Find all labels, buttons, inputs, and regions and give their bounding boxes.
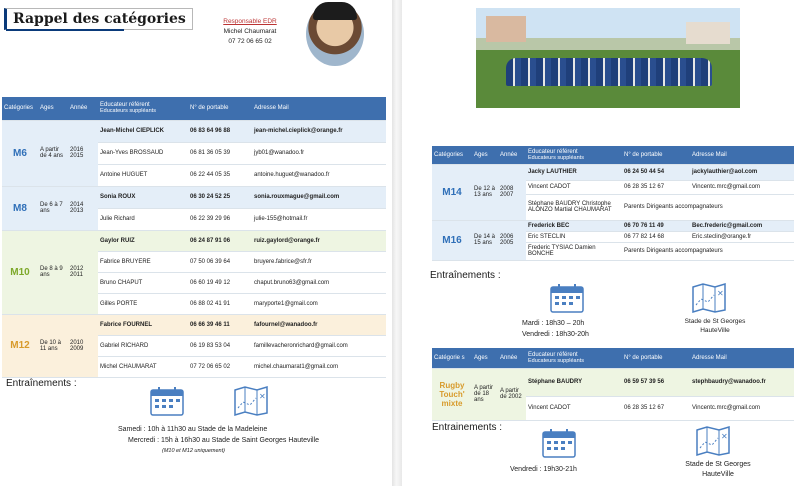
page-gutter — [392, 0, 402, 486]
header-mail: Adresse Mail — [690, 146, 794, 164]
educ-name: Julie Richard — [98, 208, 188, 230]
educ-mail[interactable]: chaput.bruno63@gmail.com — [252, 272, 386, 293]
educ-phone: 07 72 06 65 02 — [188, 356, 252, 377]
educ-mail[interactable]: famillevacheronrichard@gmail.com — [252, 335, 386, 356]
cat-m16: M16 — [432, 220, 472, 260]
educ-name: Jean-Yves BROSSAUD — [98, 142, 188, 164]
annee-m16: 2006 2005 — [498, 220, 526, 260]
educ-mail[interactable]: Eric.steclin@orange.fr — [690, 231, 794, 242]
educ-name: Vincent CADOT — [526, 180, 622, 194]
educ-mail[interactable]: antoine.huguet@wanadoo.fr — [252, 164, 386, 186]
cat-m14: M14 — [432, 164, 472, 220]
educ-name: Gabriel RICHARD — [98, 335, 188, 356]
educ-mail[interactable]: maryporte1@gmail.com — [252, 293, 386, 314]
educ-name: Vincent CADOT — [526, 396, 622, 420]
parents-names: Stéphane BAUDRY Christophe ALONZO Martial CHAUMARAT — [526, 194, 622, 220]
map-icon — [234, 386, 268, 416]
training-line-right-2: Vendredi : 19h30-21h — [510, 466, 577, 473]
ages-rugby-touch: A partir de 18 ans — [472, 368, 498, 420]
annee-m10: 2012 2011 — [68, 230, 98, 314]
educ-name: Fabrice FOURNEL — [98, 314, 188, 335]
page-title: Rappel des catégories — [13, 11, 186, 27]
educ-phone: 06 28 35 12 67 — [622, 396, 690, 420]
training-title-right-2: Entrainements : — [432, 422, 503, 433]
educ-name: Jean-Michel CIEPLICK — [98, 120, 188, 142]
stade-label-2: Stade de St Georges HauteVille — [685, 461, 751, 478]
header-categories: Catégories — [432, 146, 472, 164]
educ-phone: 06 83 64 96 88 — [188, 120, 252, 142]
header-mail: Adresse Mail — [690, 348, 794, 368]
ages-m14: De 12 à 13 ans — [472, 164, 498, 220]
header-categories: Catégories — [2, 97, 38, 120]
parents-label: Parents Dirigeants accompagnateurs — [622, 194, 794, 220]
ages-m8: De 6 à 7 ans — [38, 186, 68, 230]
categories-table-right — [432, 146, 794, 261]
header-ages: Ages — [472, 348, 498, 368]
header-educ-sub: Educateurs suppléants — [528, 357, 584, 364]
training-line-2: Mercredi : 15h à 16h30 au Stade de Saint Georges Hauteville — [128, 437, 320, 444]
training-line-2: Vendredi : 18h30-20h — [522, 331, 589, 338]
svg-text:✕: ✕ — [259, 392, 266, 401]
training-title-left: Entraînements : — [6, 378, 77, 389]
educ-name: Fabrice BRUYERE — [98, 251, 188, 272]
ages-m6: A partir de 4 ans — [38, 120, 68, 186]
ages-m10: De 8 à 9 ans — [38, 230, 68, 314]
table-row — [2, 314, 386, 335]
educ-phone: 06 70 76 11 49 — [622, 220, 690, 231]
table-row — [2, 120, 386, 142]
educ-phone: 06 66 39 46 11 — [188, 314, 252, 335]
left-page — [0, 0, 392, 486]
educ-mail[interactable]: stephbaudry@wanadoo.fr — [690, 368, 794, 396]
responsable-phone: 07 72 06 65 02 — [228, 38, 272, 45]
header-ages: Ages — [38, 97, 68, 120]
educ-phone: 06 60 19 49 12 — [188, 272, 252, 293]
title-underline — [6, 29, 124, 31]
annee-m6: 2016 2015 — [68, 120, 98, 186]
training-schedule-right-1 — [522, 318, 632, 340]
educ-mail[interactable]: bruyere.fabrice@sfr.fr — [252, 251, 386, 272]
educ-phone: 06 28 35 12 67 — [622, 180, 690, 194]
photo-building — [686, 22, 730, 44]
title-box — [4, 8, 193, 30]
table-row — [2, 230, 386, 251]
educ-phone: 06 81 36 05 39 — [188, 142, 252, 164]
header-phone: N° de portable — [188, 97, 252, 120]
calendar-icon — [150, 386, 184, 416]
educ-phone: 07 50 06 39 64 — [188, 251, 252, 272]
ages-m12: De 10 à 11 ans — [38, 314, 68, 377]
rugby-touch-table — [432, 348, 794, 421]
table-row — [432, 368, 794, 396]
training-note: (M10 et M12 uniquement) — [162, 448, 225, 454]
stade-label-1: Stade de St Georges HauteVille — [684, 318, 746, 334]
header-phone: N° de portable — [622, 348, 690, 368]
header-phone: N° de portable — [622, 146, 690, 164]
header-educ-sub: Educateurs suppléants — [100, 108, 156, 115]
parents-label: Parents Dirigeants accompagnateurs — [622, 242, 794, 260]
photo-building — [486, 16, 526, 42]
cat-m12: M12 — [2, 314, 38, 377]
annee-m12: 2010 2009 — [68, 314, 98, 377]
responsable-title: Responsable EDR — [223, 18, 277, 25]
header-educ-main: Educateur référent — [528, 148, 578, 155]
training-line-1: Mardi : 18h30 – 20h — [522, 320, 585, 327]
educ-phone: 06 77 82 14 68 — [622, 231, 690, 242]
annee-m8: 2014 2013 — [68, 186, 98, 230]
educ-name: Stéphane BAUDRY — [526, 368, 622, 396]
educ-name: Bruno CHAPUT — [98, 272, 188, 293]
annee-rugby-touch: A partir de 2002 — [498, 368, 526, 420]
header-annee: Année — [498, 348, 526, 368]
header-educ-main: Educateur référent — [100, 102, 150, 109]
cat-m8: M8 — [2, 186, 38, 230]
educ-phone: 06 24 50 44 54 — [622, 164, 690, 180]
educ-mail[interactable]: Bec.frederic@gmail.com — [690, 220, 794, 231]
training-title-right-1: Entraînements : — [430, 270, 501, 281]
training-schedule-left — [118, 424, 358, 457]
header-educ-sub: Educateurs suppléants — [528, 154, 584, 161]
header-mail: Adresse Mail — [252, 97, 386, 120]
table-row — [2, 186, 386, 208]
categories-table-left — [2, 97, 386, 378]
annee-m14: 2008 2007 — [498, 164, 526, 220]
header-educ-main: Educateur référent — [528, 351, 578, 358]
educ-name: Gilles PORTE — [98, 293, 188, 314]
educ-name: Frederick BEC — [526, 220, 622, 231]
training-line-1: Samedi : 10h à 11h30 au Stade de la Madeleine — [118, 426, 268, 433]
educ-phone: 06 19 83 53 04 — [188, 335, 252, 356]
educ-name: Gaylor RUIZ — [98, 230, 188, 251]
avatar-cap — [313, 2, 357, 20]
educ-mail[interactable]: fafournel@wanadoo.fr — [252, 314, 386, 335]
header-educ — [98, 97, 188, 120]
educ-phone: 06 59 57 39 56 — [622, 368, 690, 396]
educ-name: Antoine HUGUET — [98, 164, 188, 186]
cat-rugby-touch: Rugby Touch' mixte — [432, 368, 472, 420]
header-categories: Catégorie s — [432, 348, 472, 368]
header-ages: Ages — [472, 146, 498, 164]
educ-mail[interactable]: julie-155@hotmail.fr — [252, 208, 386, 230]
calendar-icon — [550, 283, 584, 313]
responsable-block — [200, 17, 300, 47]
right-page — [402, 0, 800, 486]
team-photo — [476, 8, 740, 108]
educ-name: Eric STECLIN — [526, 231, 622, 242]
educ-mail[interactable]: jackylauthier@aol.com — [690, 164, 794, 180]
photo-crowd — [506, 58, 712, 86]
table-row — [432, 220, 794, 231]
cat-m10: M10 — [2, 230, 38, 314]
calendar-icon — [542, 428, 576, 458]
educ-mail[interactable]: jyb01@wanadoo.fr — [252, 142, 386, 164]
educ-mail[interactable]: jean-michel.cieplick@orange.fr — [252, 120, 386, 142]
cat-m6: M6 — [2, 120, 38, 186]
educ-mail[interactable]: Vincentc.mrc@gmail.com — [690, 180, 794, 194]
header-annee: Année — [498, 146, 526, 164]
educ-mail[interactable]: michel.chaumarat1@gmail.com — [252, 356, 386, 377]
educ-phone: 06 22 44 05 35 — [188, 164, 252, 186]
educ-name: Jacky LAUTHIER — [526, 164, 622, 180]
ages-m16: De 14 à 15 ans — [472, 220, 498, 260]
educ-name: Sonia ROUX — [98, 186, 188, 208]
svg-text:✕: ✕ — [721, 432, 728, 441]
educ-phone: 06 22 39 29 96 — [188, 208, 252, 230]
map-icon — [696, 426, 730, 456]
educ-mail[interactable]: sonia.rouxmague@gmail.com — [252, 186, 386, 208]
educ-phone: 06 88 02 41 91 — [188, 293, 252, 314]
educ-phone: 06 24 87 91 06 — [188, 230, 252, 251]
map-icon — [692, 283, 726, 313]
parents-names: Frederic TYSIAC Damien BONCHE — [526, 242, 622, 260]
educ-phone: 06 30 24 52 25 — [188, 186, 252, 208]
svg-text:✕: ✕ — [717, 289, 724, 298]
header-educ — [526, 348, 622, 368]
educ-mail[interactable]: Vincentc.mrc@gmail.com — [690, 396, 794, 420]
responsable-name: Michel Chaumarat — [223, 28, 277, 35]
educ-mail[interactable]: ruiz.gaylord@orange.fr — [252, 230, 386, 251]
header-educ — [526, 146, 622, 164]
header-annee: Année — [68, 97, 98, 120]
educ-name: Michel CHAUMARAT — [98, 356, 188, 377]
table-row — [432, 164, 794, 180]
